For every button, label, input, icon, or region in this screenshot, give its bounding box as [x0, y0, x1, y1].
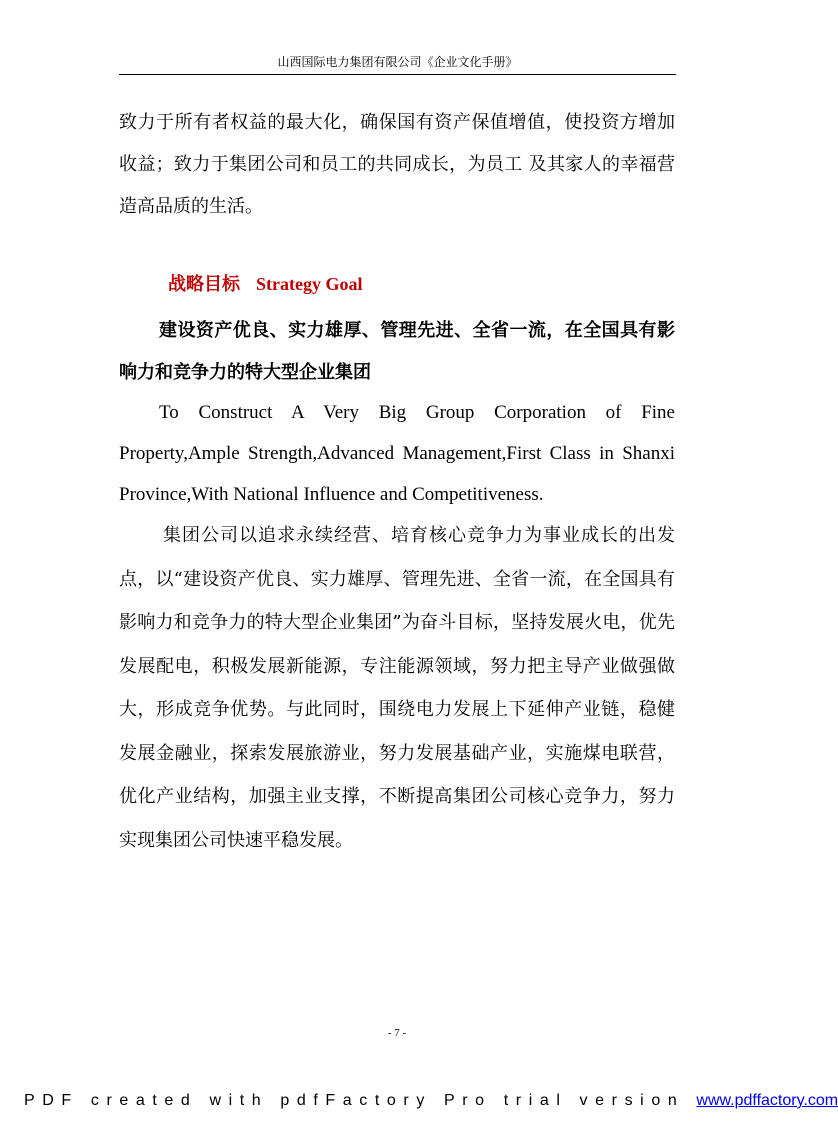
- section-heading: [160, 269, 362, 300]
- footer-link[interactable]: www.pdffactory.com: [696, 1092, 838, 1109]
- page-number: - 7 -: [387, 1027, 407, 1039]
- running-header: [119, 52, 676, 75]
- header-title: 山西国际电力集团有限公司《企业文化手册》: [277, 55, 518, 69]
- heading-en: Strategy Goal: [256, 274, 363, 294]
- footer-prefix: PDF created with pdfFactory Pro trial version: [24, 1092, 697, 1109]
- heading-cn: 战略目标: [168, 274, 240, 295]
- goal-statement-en: To Construct A Very Big Group Corporation of Fine Property,Ample Strength,Advanced Management,First Class in Shanxi Province,With National Influence and Competitiveness.: [119, 402, 675, 505]
- goal-statement-cn: 建设资产优良、实力雄厚、管理先进、全省一流，在全国具有影响力和竞争力的特大型企业集团: [119, 320, 675, 383]
- intro-paragraph: 致力于所有者权益的最大化，确保国有资产保值增值，使投资方增加收益；致力于集团公司和员工的共同成长，为员工 及其家人的幸福营造高品质的生活。: [119, 112, 675, 217]
- strategy-body-paragraph: 集团公司以追求永续经营、培育核心竞争力为事业成长的出发点，以“建设资产优良、实力雄厚、管理先进、全省一流，在全国具有影响力和竞争力的特大型企业集团”为奋斗目标，坚持发展火电，优先发展配电，积极发展新能源，专注能源领域，努力把主导产业做强做大，形成竞争优势。与此同时，围绕电力发展上下延伸产业链，稳健发展金融业，探索发展旅游业，努力发展基础产业，实施煤电联营，优化产业结构，加强主业支撑，不断提高集团公司核心竞争力，努力实现集团公司快速平稳发展。: [119, 525, 675, 851]
- pdf-footer: [24, 1092, 838, 1110]
